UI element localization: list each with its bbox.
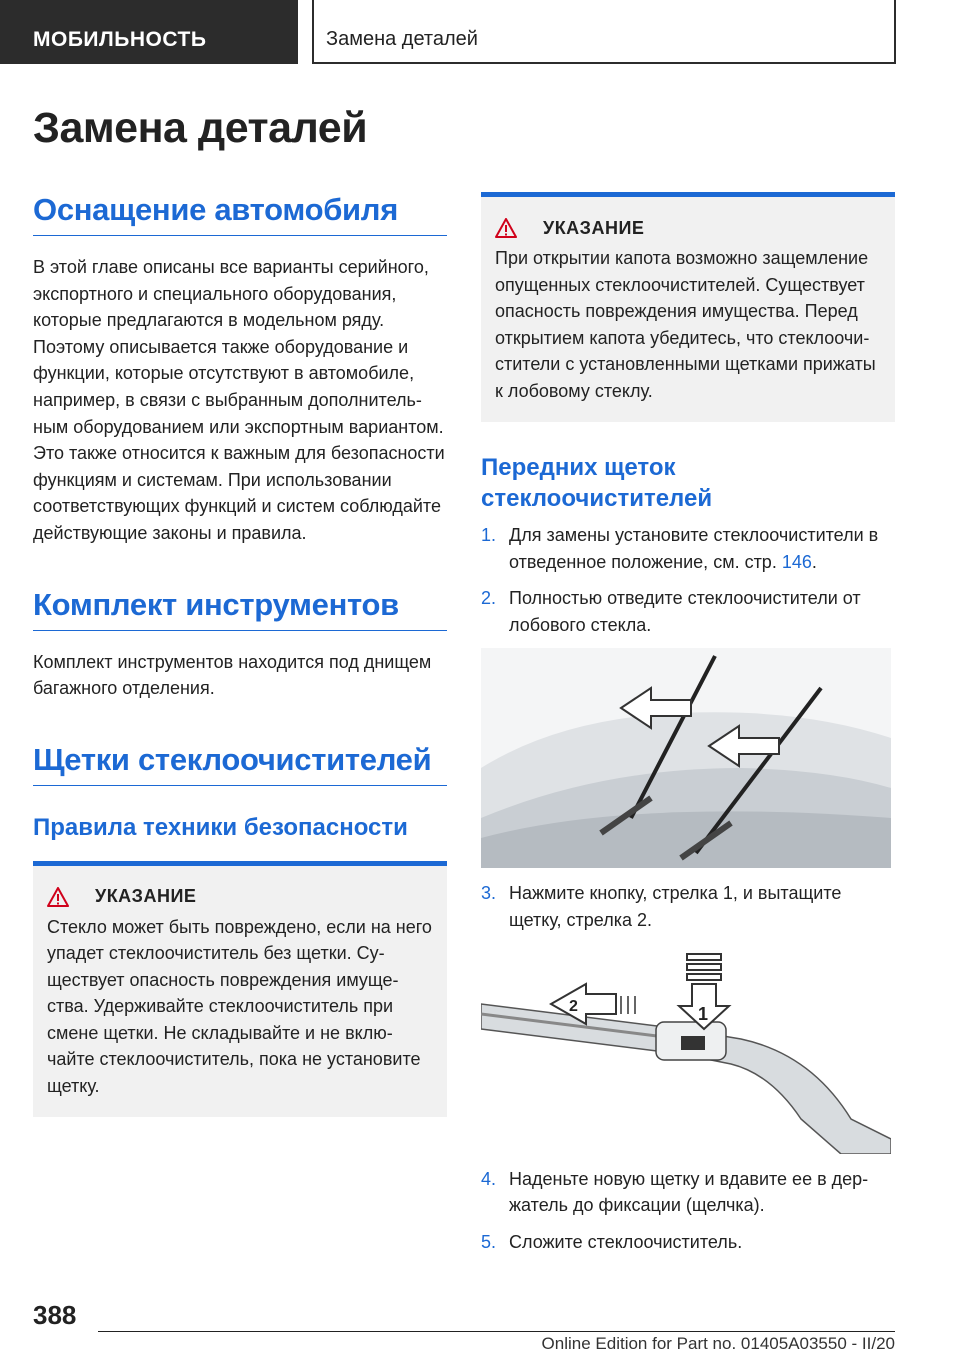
warning-box-hood [481, 192, 895, 422]
arrow-2-label: 2 [569, 997, 578, 1015]
figure-blade-release [481, 944, 891, 1154]
equipment-paragraph: В этой главе описаны все варианты серийного, экспортного и специального оборудования, которые предлагаются в модельном ряду. Поэтому описывается также оборудование и функции, которые отсутствуют в автомобиле, например, в связи с выбранным дополнительным оборудованием или экспортным вариантом. Это также относится к важным для безопасности функциям и системам. При использовании соответствующих функций и систем соблюдайте действующие законы и правила. [33, 257, 445, 543]
footer-divider [98, 1331, 895, 1332]
subsection-title-safety: Правила техники безопасности [33, 813, 408, 841]
footer-edition: Online Edition for Part no. 01405A03550 - II/20 [541, 1334, 895, 1353]
section-title-wipers: Щетки стеклоочистителей [33, 742, 447, 786]
warning-label: УКАЗАНИЕ [543, 217, 645, 238]
step-item: 1. Для замены установите стеклоочистители в отведенное положение, см. стр. 146. [481, 522, 895, 575]
warning-triangle-icon [47, 884, 95, 910]
step-item [481, 1166, 895, 1219]
page-title: Замена деталей [33, 104, 368, 152]
warning-box-glass [33, 861, 447, 1118]
step-item [481, 1229, 895, 1256]
subsection-title-front-wipers: Передних щеток стеклоочистителей [481, 454, 713, 512]
warning-triangle-icon [495, 215, 543, 241]
warning-label: УКАЗАНИЕ [95, 886, 197, 907]
header-chapter-title: Замена деталей [312, 0, 896, 64]
step-text: Полностью отведите стеклоочистители от лобового стекла. [509, 588, 861, 635]
section-title-equipment: Оснащение автомобиля [33, 192, 447, 236]
header-section-label: МОБИЛЬНОСТЬ [0, 0, 298, 64]
step-number: 4. [481, 1168, 497, 1189]
right-column [481, 192, 895, 1265]
toolkit-paragraph: Комплект инструментов находится под днищем багажного отделения. [33, 651, 432, 699]
step-number: 2. [481, 588, 497, 609]
left-column [33, 192, 447, 1117]
page-number: 388 [33, 1300, 77, 1330]
step-text: Наденьте новую щетку и вдавите ее в держатель до фиксации (щелчка). [509, 1168, 869, 1216]
step-number: 1. [481, 525, 497, 545]
arrow-1-label: 1 [698, 1003, 709, 1024]
step-item [481, 585, 895, 638]
step-text: Для замены установите стеклоочистители в отведенное положение, см. стр. [509, 525, 879, 572]
figure-wipers-raised [481, 648, 891, 868]
warning-text-hood: При открытии капота возможно защемление опущенных стеклоочистителей. Существует опасность повреждения имущества. Перед открытием капота убедитесь, что стеклоочистители с установленными щетками прижаты к лобовому стеклу. [495, 248, 876, 401]
step-number: 3. [481, 883, 497, 904]
step-text: Нажмите кнопку, стрелка 1, и вытащите щетку, стрелка 2. [509, 883, 842, 930]
step-text: Сложите стеклоочиститель. [509, 1231, 743, 1252]
step-number: 5. [481, 1231, 497, 1252]
warning-text-glass: Стекло может быть повреждено, если на него упадет стеклоочиститель без щетки. Существует опасность повреждения имущества. Удерживайте стеклоочиститель при смене щетки. Не складывайте и не включайте стеклоочиститель, пока не установите щетку. [47, 916, 432, 1096]
page-link[interactable]: 146 [781, 551, 812, 572]
section-title-toolkit: Комплект инструментов [33, 587, 447, 631]
step-item [481, 880, 895, 933]
